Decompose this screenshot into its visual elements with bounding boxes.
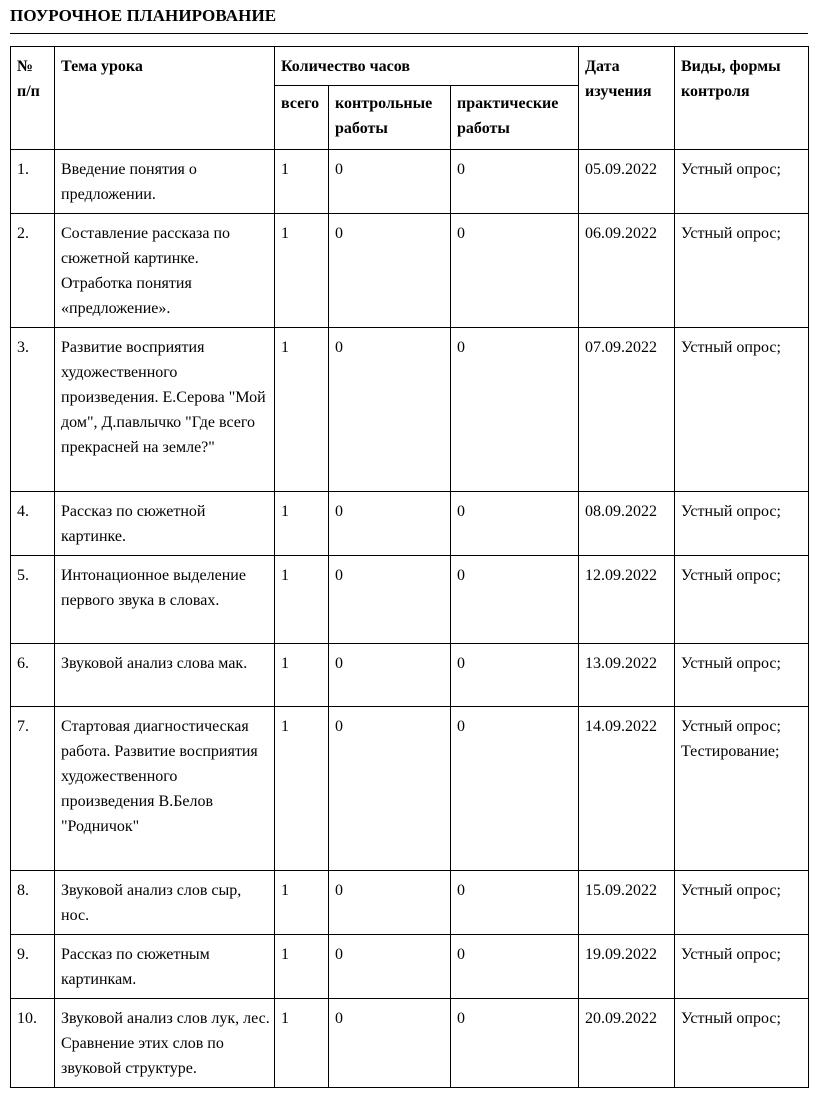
cell-total: 1: [275, 644, 329, 707]
cell-num: 10.: [11, 999, 55, 1088]
cell-practical: 0: [451, 150, 579, 214]
cell-num: 5.: [11, 556, 55, 644]
cell-forms: Устный опрос;: [675, 935, 809, 999]
cell-control: 0: [329, 935, 451, 999]
table-row: [11, 935, 809, 999]
cell-control: 0: [329, 871, 451, 935]
cell-control: 0: [329, 999, 451, 1088]
cell-practical: 0: [451, 492, 579, 556]
cell-topic: Рассказ по сюжетным картинкам.: [55, 935, 275, 999]
cell-forms: Устный опрос;: [675, 556, 809, 644]
cell-forms: Устный опрос;: [675, 492, 809, 556]
cell-date: 12.09.2022: [579, 556, 675, 644]
cell-total: 1: [275, 999, 329, 1088]
cell-control: 0: [329, 492, 451, 556]
cell-topic: Рассказ по сюжетной картинке.: [55, 492, 275, 556]
cell-control: 0: [329, 707, 451, 871]
cell-control: 0: [329, 214, 451, 328]
cell-practical: 0: [451, 328, 579, 492]
header-control-works: контрольные работы: [329, 86, 451, 150]
page-title: ПОУРОЧНОЕ ПЛАНИРОВАНИЕ: [10, 6, 277, 25]
cell-forms: Устный опрос;: [675, 328, 809, 492]
cell-date: 05.09.2022: [579, 150, 675, 214]
cell-control: 0: [329, 150, 451, 214]
cell-topic: Звуковой анализ слова мак.: [55, 644, 275, 707]
lesson-plan-table: [10, 46, 809, 1088]
cell-forms: Устный опрос;: [675, 999, 809, 1088]
table-row: [11, 328, 809, 492]
cell-date: 06.09.2022: [579, 214, 675, 328]
header-date: Дата изучения: [579, 47, 675, 150]
cell-total: 1: [275, 707, 329, 871]
cell-practical: 0: [451, 935, 579, 999]
cell-practical: 0: [451, 556, 579, 644]
cell-total: 1: [275, 556, 329, 644]
header-hours: Количество часов: [275, 47, 579, 86]
header-total: всего: [275, 86, 329, 150]
cell-forms: Устный опрос; Тестирование;: [675, 707, 809, 871]
cell-date: 07.09.2022: [579, 328, 675, 492]
cell-practical: 0: [451, 707, 579, 871]
cell-topic: Стартовая диагностическая работа. Развитие восприятия художественного произведения В.Белов "Родничок": [55, 707, 275, 871]
cell-num: 6.: [11, 644, 55, 707]
cell-forms: Устный опрос;: [675, 214, 809, 328]
cell-num: 3.: [11, 328, 55, 492]
cell-control: 0: [329, 556, 451, 644]
header-control-forms: Виды, формы контроля: [675, 47, 809, 150]
cell-date: 14.09.2022: [579, 707, 675, 871]
cell-forms: Устный опрос;: [675, 644, 809, 707]
header-num: № п/п: [11, 47, 55, 150]
cell-total: 1: [275, 492, 329, 556]
table-row: [11, 871, 809, 935]
cell-date: 19.09.2022: [579, 935, 675, 999]
cell-practical: 0: [451, 214, 579, 328]
table-row: [11, 999, 809, 1088]
cell-topic: Звуковой анализ слов лук, лес. Сравнение этих слов по звуковой структуре.: [55, 999, 275, 1088]
cell-total: 1: [275, 150, 329, 214]
table-row: [11, 150, 809, 214]
cell-practical: 0: [451, 644, 579, 707]
cell-date: 08.09.2022: [579, 492, 675, 556]
cell-control: 0: [329, 328, 451, 492]
cell-num: 2.: [11, 214, 55, 328]
cell-total: 1: [275, 871, 329, 935]
table-body: [11, 150, 809, 1088]
table-row: [11, 556, 809, 644]
cell-topic: Интонационное выделение первого звука в словах.: [55, 556, 275, 644]
cell-date: 15.09.2022: [579, 871, 675, 935]
cell-total: 1: [275, 328, 329, 492]
table-header: [11, 47, 809, 150]
cell-num: 9.: [11, 935, 55, 999]
cell-practical: 0: [451, 999, 579, 1088]
cell-forms: Устный опрос;: [675, 150, 809, 214]
cell-topic: Развитие восприятия художественного произведения. Е.Серова "Мой дом", Д.павлычко "Где всего прекрасней на земле?": [55, 328, 275, 492]
cell-control: 0: [329, 644, 451, 707]
cell-topic: Звуковой анализ слов сыр, нос.: [55, 871, 275, 935]
header-practical-works: практические работы: [451, 86, 579, 150]
cell-total: 1: [275, 935, 329, 999]
cell-num: 8.: [11, 871, 55, 935]
cell-date: 20.09.2022: [579, 999, 675, 1088]
cell-total: 1: [275, 214, 329, 328]
title-divider: [10, 33, 808, 34]
cell-num: 4.: [11, 492, 55, 556]
header-topic: Тема урока: [55, 47, 275, 150]
cell-num: 7.: [11, 707, 55, 871]
cell-date: 13.09.2022: [579, 644, 675, 707]
table-row: [11, 214, 809, 328]
table-row: [11, 644, 809, 707]
table-row: [11, 707, 809, 871]
cell-topic: Составление рассказа по сюжетной картинке. Отработка понятия «предложение».: [55, 214, 275, 328]
cell-num: 1.: [11, 150, 55, 214]
cell-practical: 0: [451, 871, 579, 935]
cell-forms: Устный опрос;: [675, 871, 809, 935]
table-row: [11, 492, 809, 556]
cell-topic: Введение понятия о предложении.: [55, 150, 275, 214]
